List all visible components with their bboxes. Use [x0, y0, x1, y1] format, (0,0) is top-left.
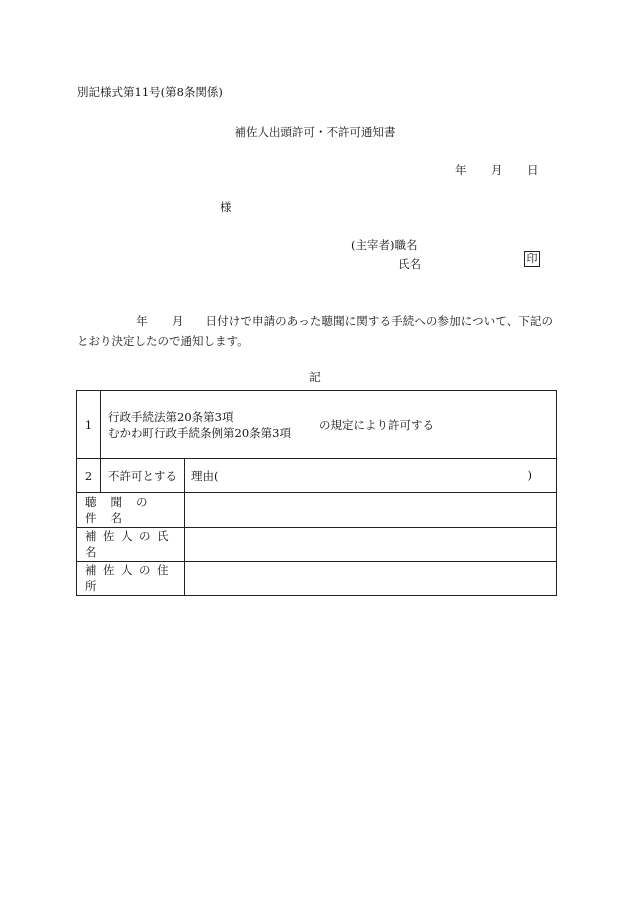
date-month: 月 [491, 163, 503, 177]
row5-value [185, 561, 557, 595]
body-year: 年 [136, 314, 148, 328]
form-reference: 別記様式第11号(第8条関係) [77, 85, 223, 99]
row1-number: 1 [77, 391, 101, 459]
row3-label: 聴聞の件名 [77, 493, 185, 527]
addressee-suffix: 様 [220, 200, 232, 214]
row2-number: 2 [77, 459, 101, 493]
date-line [455, 162, 539, 178]
record-table [76, 390, 557, 596]
ki-heading: 記 [309, 370, 321, 384]
issuer-title-label: (主宰者)職名 [351, 238, 418, 252]
row1-decision: の規定により許可する [319, 417, 434, 432]
body-text: 日付けで申請のあった聴聞に関する手続への参加について、下記のとおり決定したので通知します。 [77, 314, 554, 348]
table-row [77, 391, 557, 459]
document-title: 補佐人出頭許可・不許可通知書 [234, 125, 396, 139]
table-row [77, 493, 557, 527]
row3-value [185, 493, 557, 527]
row2-reason [185, 459, 557, 493]
issuer-name-label: 氏名 [398, 257, 421, 271]
date-day: 日 [527, 163, 539, 177]
row2-label: 不許可とする [101, 459, 185, 493]
table-row [77, 561, 557, 595]
row1-law1: 行政手続法第20条第3項 [108, 409, 234, 424]
body-paragraph [77, 311, 553, 351]
row2-reason-close: ) [527, 467, 532, 482]
table-row [77, 459, 557, 493]
row1-law2: むかわ町行政手続条例第20条第3項 [108, 425, 291, 440]
date-year: 年 [455, 163, 467, 177]
table-row [77, 527, 557, 561]
row4-label: 補佐人の氏名 [77, 527, 185, 561]
body-month: 月 [171, 314, 184, 328]
row5-label: 補佐人の住所 [77, 561, 185, 595]
row4-value [185, 527, 557, 561]
row2-reason-open: 理由( [191, 468, 219, 483]
seal-mark: 印 [524, 251, 540, 267]
row1-content [101, 391, 557, 459]
